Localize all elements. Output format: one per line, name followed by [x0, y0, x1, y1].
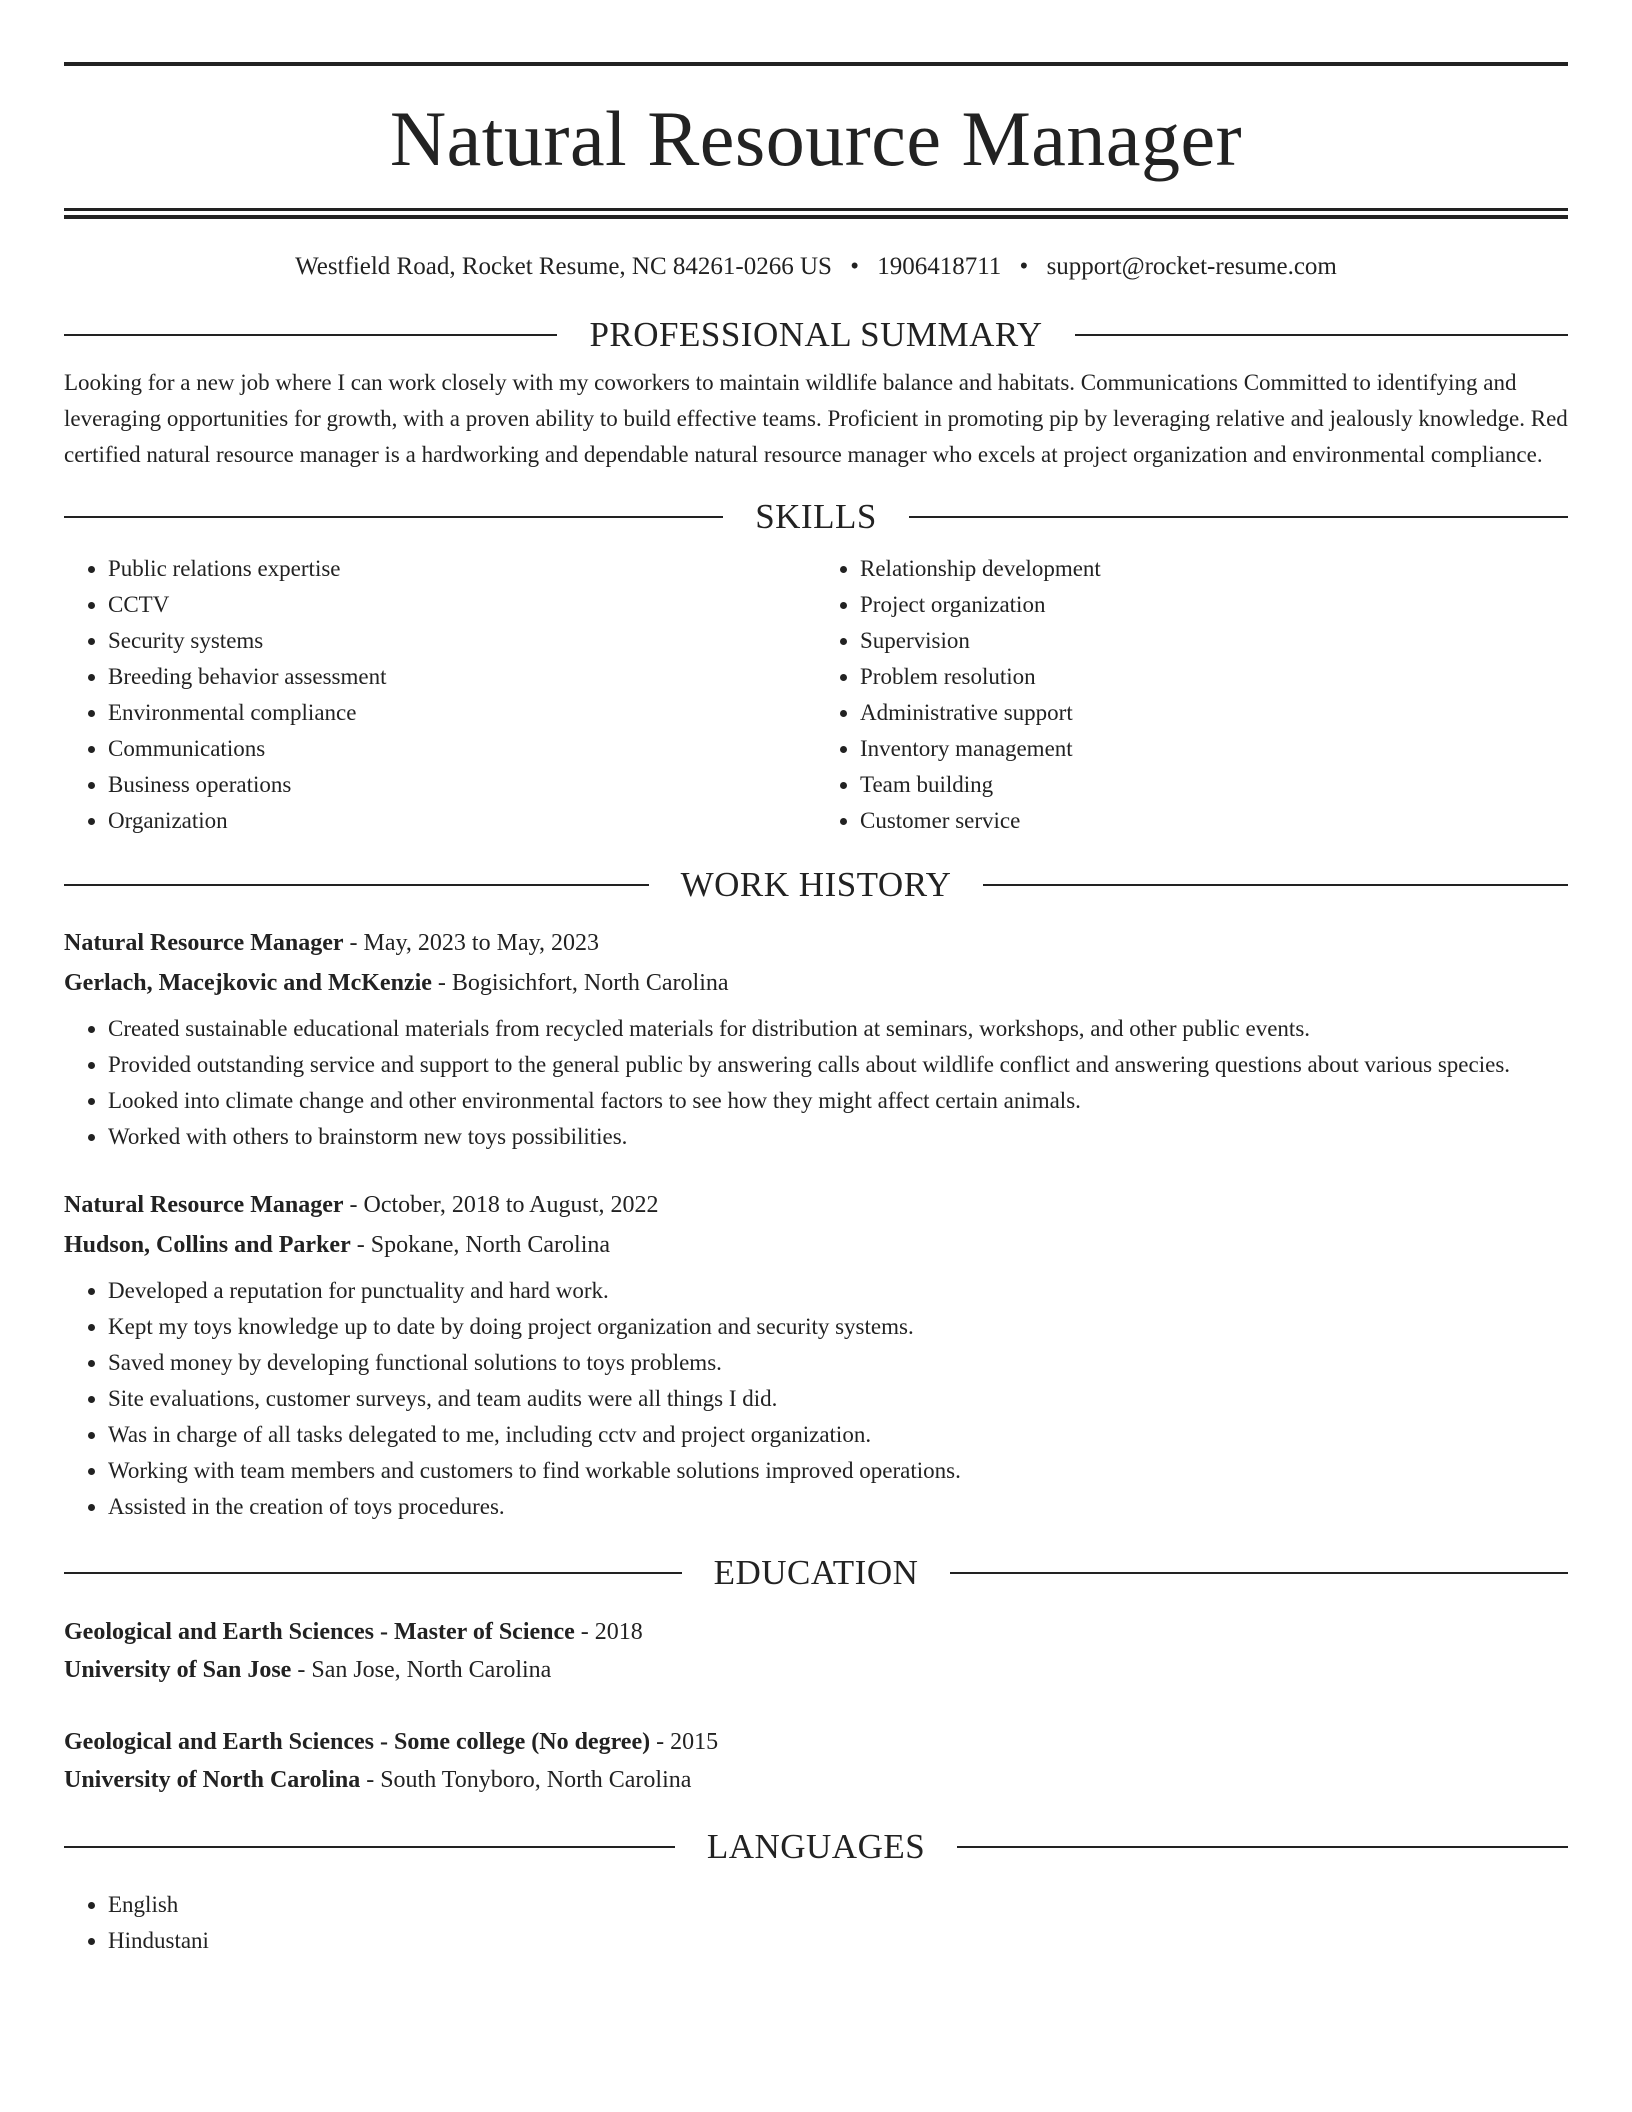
education-school-line: University of San Jose - San Jose, North Carolina — [64, 1657, 552, 1683]
work-heading — [64, 859, 1568, 911]
skill-item: • Organization — [108, 803, 816, 839]
skills-heading — [64, 491, 1568, 543]
job-bullet: • Kept my toys knowledge up to date by doing project organization and security systems. — [108, 1309, 1568, 1345]
work-title: WORK HISTORY — [680, 865, 952, 904]
skills-title: SKILLS — [755, 497, 877, 536]
heading-rule-left — [64, 334, 557, 336]
education-school: University of San Jose — [64, 1657, 292, 1683]
languages-title: LANGUAGES — [706, 1827, 926, 1866]
job-bullet: • Was in charge of all tasks delegated to me, including cctv and project organization. — [108, 1417, 1568, 1453]
heading-rule-right — [983, 884, 1568, 886]
skill-item: • Administrative support — [860, 695, 1568, 731]
education-year: 2018 — [594, 1619, 643, 1645]
summary-text: Looking for a new job where I can work closely with my coworkers to maintain wildlife balance and habitats. Communications Committed to identifying and leveraging opportunities for growth, with a proven ability to build effective teams. Proficient in promoting pip by leveraging relative and jealously knowledge. Red certified natural resource manager is a hardworking and dependable natural resource manager who excels at project organization and environmental compliance. — [64, 370, 1568, 467]
education-title: EDUCATION — [713, 1553, 919, 1592]
education-school-line: University of North Carolina - South Tonyboro, North Carolina — [64, 1767, 692, 1793]
heading-rule-left — [64, 1572, 682, 1574]
heading-rule-left — [64, 884, 649, 886]
job-company-line: Hudson, Collins and Parker - Spokane, North Carolina — [64, 1232, 611, 1258]
language-item: • Hindustani — [108, 1923, 1568, 1959]
skill-item: • Team building — [860, 767, 1568, 803]
skill-item: • Security systems — [108, 623, 816, 659]
education-location: San Jose, North Carolina — [311, 1657, 552, 1683]
job-bullet: • Working with team members and customers to find workable solutions improved operations. — [108, 1453, 1568, 1489]
education-entry — [64, 1613, 1568, 1689]
job-bullet: • Looked into climate change and other environmental factors to see how they might affect certain animals. — [108, 1083, 1568, 1119]
skill-item: • Public relations expertise — [108, 551, 816, 587]
heading-rule-left — [64, 516, 723, 518]
skill-item: • Inventory management — [860, 731, 1568, 767]
job-role: Natural Resource Manager — [64, 930, 344, 956]
heading-rule-right — [909, 516, 1568, 518]
job-company: Hudson, Collins and Parker — [64, 1232, 351, 1258]
job-company: Gerlach, Macejkovic and McKenzie — [64, 970, 432, 996]
job-dates: October, 2018 to August, 2022 — [363, 1192, 659, 1218]
education-degree-line: Geological and Earth Sciences - Master of Science - 2018 — [64, 1619, 643, 1645]
candidate-name: Natural Resource Manager — [389, 95, 1243, 182]
job-dates: May, 2023 to May, 2023 — [363, 930, 600, 956]
languages-list — [64, 1887, 1568, 1959]
heading-rule-right — [1075, 334, 1568, 336]
job-location: Spokane, North Carolina — [370, 1232, 611, 1258]
skill-item: • Supervision — [860, 623, 1568, 659]
heading-rule-right — [957, 1846, 1568, 1848]
job-entry — [64, 1185, 1568, 1525]
education-degree-line: Geological and Earth Sciences - Some college (No degree) - 2015 — [64, 1729, 719, 1755]
contact-line — [64, 249, 1568, 285]
skill-item: • Business operations — [108, 767, 816, 803]
contact-separator: • — [1019, 253, 1029, 280]
job-entry — [64, 923, 1568, 1155]
job-bullet: • Developed a reputation for punctuality and hard work. — [108, 1273, 1568, 1309]
skills-column-right — [816, 551, 1568, 839]
skills-list — [64, 551, 1568, 839]
skill-item: • CCTV — [108, 587, 816, 623]
skills-column-left — [64, 551, 816, 839]
header-double-rule — [64, 208, 1568, 219]
job-bullet: • Assisted in the creation of toys procedures. — [108, 1489, 1568, 1525]
skill-item: • Communications — [108, 731, 816, 767]
header-top-rule — [64, 62, 1568, 66]
job-title-line: Natural Resource Manager - October, 2018 to August, 2022 — [64, 1192, 659, 1218]
job-bullets — [64, 1273, 1568, 1525]
job-title-line: Natural Resource Manager - May, 2023 to May, 2023 — [64, 930, 600, 956]
skill-item: • Customer service — [860, 803, 1568, 839]
contact-email: support@rocket-resume.com — [1046, 253, 1337, 280]
job-role: Natural Resource Manager — [64, 1192, 344, 1218]
job-bullet: • Created sustainable educational materials from recycled materials for distribution at seminars, workshops, and other public events. — [108, 1011, 1568, 1047]
job-bullets — [64, 1011, 1568, 1155]
job-location: Bogisichfort, North Carolina — [451, 970, 729, 996]
resume-page — [64, 0, 1568, 1959]
languages-heading — [64, 1821, 1568, 1873]
education-heading — [64, 1547, 1568, 1599]
job-company-line: Gerlach, Macejkovic and McKenzie - Bogisichfort, North Carolina — [64, 970, 729, 996]
job-bullet: • Saved money by developing functional solutions to toys problems. — [108, 1345, 1568, 1381]
heading-rule-left — [64, 1846, 675, 1848]
education-degree: Geological and Earth Sciences - Some college (No degree) — [64, 1729, 651, 1755]
language-item: • English — [108, 1887, 1568, 1923]
education-degree: Geological and Earth Sciences - Master of Science — [64, 1619, 575, 1645]
job-bullet: • Worked with others to brainstorm new toys possibilities. — [108, 1119, 1568, 1155]
skill-item: • Project organization — [860, 587, 1568, 623]
job-bullet: • Provided outstanding service and support to the general public by answering calls about wildlife conflict and answering questions about various species. — [108, 1047, 1568, 1083]
heading-rule-right — [950, 1572, 1568, 1574]
skill-item: • Breeding behavior assessment — [108, 659, 816, 695]
education-year: 2015 — [670, 1729, 719, 1755]
job-bullet: • Site evaluations, customer surveys, and team audits were all things I did. — [108, 1381, 1568, 1417]
education-location: South Tonyboro, North Carolina — [380, 1767, 692, 1793]
skill-item: • Problem resolution — [860, 659, 1568, 695]
contact-address: Westfield Road, Rocket Resume, NC 84261-0266 US — [295, 253, 832, 280]
contact-separator: • — [850, 253, 859, 280]
summary-heading — [64, 309, 1568, 361]
skill-item: • Relationship development — [860, 551, 1568, 587]
contact-phone: 1906418711 — [877, 253, 1002, 280]
education-entry — [64, 1723, 1568, 1799]
skill-item: • Environmental compliance — [108, 695, 816, 731]
summary-title: PROFESSIONAL SUMMARY — [589, 315, 1043, 354]
education-school: University of North Carolina — [64, 1767, 361, 1793]
